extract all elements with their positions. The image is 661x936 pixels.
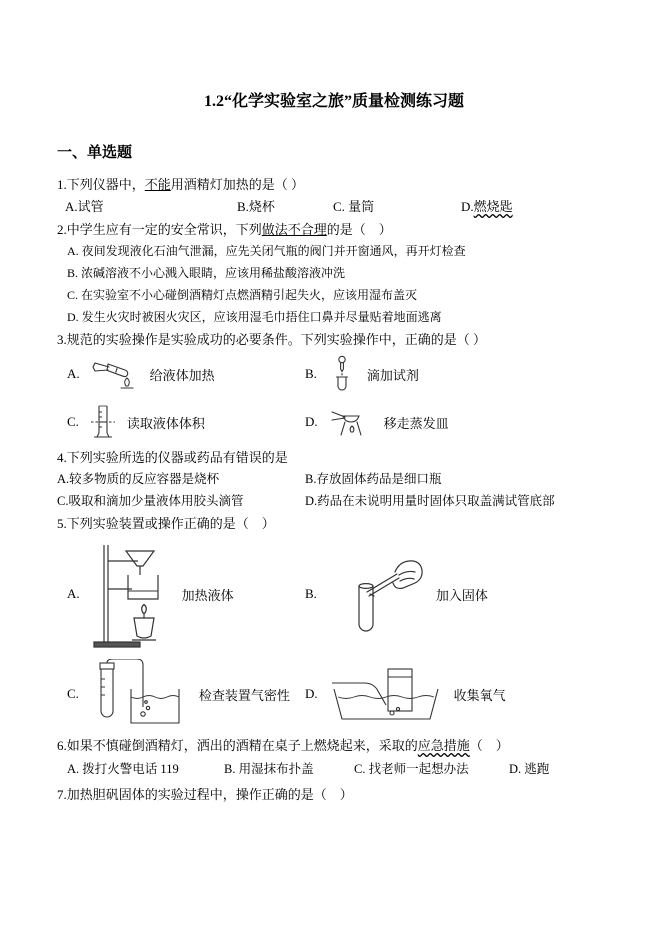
q1-stem-emph: 不能 — [144, 177, 171, 192]
q3-option-c-caption: 读取液体体积 — [126, 415, 205, 431]
q4-option-b: B.存放固体药品是细口瓶 — [305, 472, 442, 486]
q2-stem-post: 的是（ ） — [326, 222, 392, 237]
q6-stem-pre: 6.如果不慎碰倒酒精灯，洒出的酒精在桌子上燃烧起来，采取的 — [57, 738, 418, 753]
q3-option-d — [305, 398, 611, 446]
q5-option-a — [67, 534, 305, 654]
q5-option-c-letter: C. — [67, 686, 79, 701]
iron-stand-heating-apparatus-icon — [92, 539, 170, 649]
q4-option-d: D.药品在未说明用量时固体只取盖满试管底部 — [305, 494, 555, 508]
q2-stem-emph: 做法不合理 — [261, 222, 327, 237]
q6-stem-post: （ ） — [469, 738, 509, 753]
q3-option-a-letter: A. — [67, 366, 80, 381]
airtightness-check-apparatus-icon — [91, 659, 187, 729]
q2-stem — [57, 219, 611, 240]
q1-stem — [57, 174, 611, 195]
q1-option-c: C. 量筒 — [333, 199, 375, 214]
read-graduated-cylinder-icon — [91, 403, 115, 441]
q3-option-b-letter: B. — [305, 366, 317, 381]
move-evaporating-dish-icon — [330, 407, 372, 437]
q5-option-b-letter: B. — [305, 586, 317, 601]
q4-option-c: C.吸取和滴加少量液体用胶头滴管 — [57, 494, 244, 508]
q5-option-c-caption: 检查装置气密性 — [198, 687, 290, 703]
q5-option-d-letter: D. — [305, 686, 318, 701]
q3-option-b-caption: 滴加试剂 — [366, 367, 419, 383]
gas-collection-over-water-icon — [330, 665, 442, 723]
q1-option-a: A.试管 — [65, 199, 104, 214]
q1-stem-post: 用酒精灯加热的是（ ） — [170, 177, 305, 192]
q3-option-c — [67, 398, 305, 446]
q2-options — [57, 240, 611, 328]
q5-option-a-caption: 加热液体 — [181, 587, 234, 603]
q5-stem: 5.下列实验装置或操作正确的是（ ） — [57, 516, 275, 531]
q3-option-d-letter: D. — [305, 414, 318, 429]
q3-option-c-letter: C. — [67, 414, 79, 429]
q2-option-d: D. 发生火灾时被困火灾区，应该用湿毛巾捂住口鼻并尽量贴着地面逃离 — [67, 310, 442, 324]
q2-option-b: B. 浓碱溶液不小心溅入眼睛，应该用稀盐酸溶液冲洗 — [67, 266, 346, 280]
q5-option-d — [305, 654, 611, 734]
q6-stem-emph: 应急措施 — [417, 738, 470, 753]
q6-option-b: B. 用湿抹布扑盖 — [224, 762, 314, 776]
q5-option-d-caption: 收集氧气 — [453, 687, 506, 703]
q3-option-a-caption: 给液体加热 — [149, 367, 215, 383]
q6-stem — [57, 735, 611, 756]
q6-option-c: C. 找老师一起想办法 — [354, 762, 469, 776]
q1-stem-pre: 1.下列仪器中， — [57, 177, 145, 192]
q2-option-a: A. 夜间发现液化石油气泄漏，应先关闭气瓶的阀门并开窗通风，再开灯检查 — [67, 244, 466, 258]
hand-adding-solid-icon — [329, 550, 424, 638]
q6-options — [67, 758, 611, 780]
q7-stem: 7.加热胆矾固体的实验过程中，操作正确的是（ ） — [57, 787, 353, 802]
q5-option-b — [305, 534, 611, 654]
q1-option-d-text: 燃烧匙 — [473, 199, 513, 214]
dropper-into-tube-icon — [329, 355, 355, 393]
q5-options — [67, 534, 611, 734]
q4-stem: 4.下列实验所选的仪器或药品有错误的是 — [57, 450, 288, 465]
q1-option-b: B.烧杯 — [237, 199, 275, 214]
q4-option-a: A.较多物质的反应容器是烧杯 — [57, 472, 220, 486]
section-heading: 一、单选题 — [57, 145, 133, 161]
q4-options — [57, 468, 611, 512]
q5-option-b-caption: 加入固体 — [435, 587, 488, 603]
q3-option-a — [67, 350, 305, 398]
q6-option-d: D. 逃跑 — [509, 762, 550, 776]
q3-options — [67, 350, 611, 446]
heat-test-tube-icon — [92, 358, 138, 390]
q3-stem: 3.规范的实验操作是实验成功的必要条件。下列实验操作中，正确的是（ ） — [57, 332, 487, 347]
q5-option-a-letter: A. — [67, 586, 80, 601]
page-title: 1.2“化学实验室之旅”质量检测练习题 — [203, 93, 464, 110]
q1-options — [65, 196, 611, 217]
q1-option-d — [461, 196, 513, 217]
q2-stem-pre: 2.中学生应有一定的安全常识，下列 — [57, 222, 262, 237]
q6-option-a: A. 拨打火警电话 119 — [67, 762, 179, 776]
q3-option-b — [305, 350, 611, 398]
q3-option-d-caption: 移走蒸发皿 — [383, 415, 449, 431]
q1-option-d-letter: D. — [461, 199, 474, 214]
q2-option-c: C. 在实验室不小心碰倒酒精灯点燃酒精引起失火，应该用湿布盖灭 — [67, 288, 418, 302]
q5-option-c — [67, 654, 305, 734]
